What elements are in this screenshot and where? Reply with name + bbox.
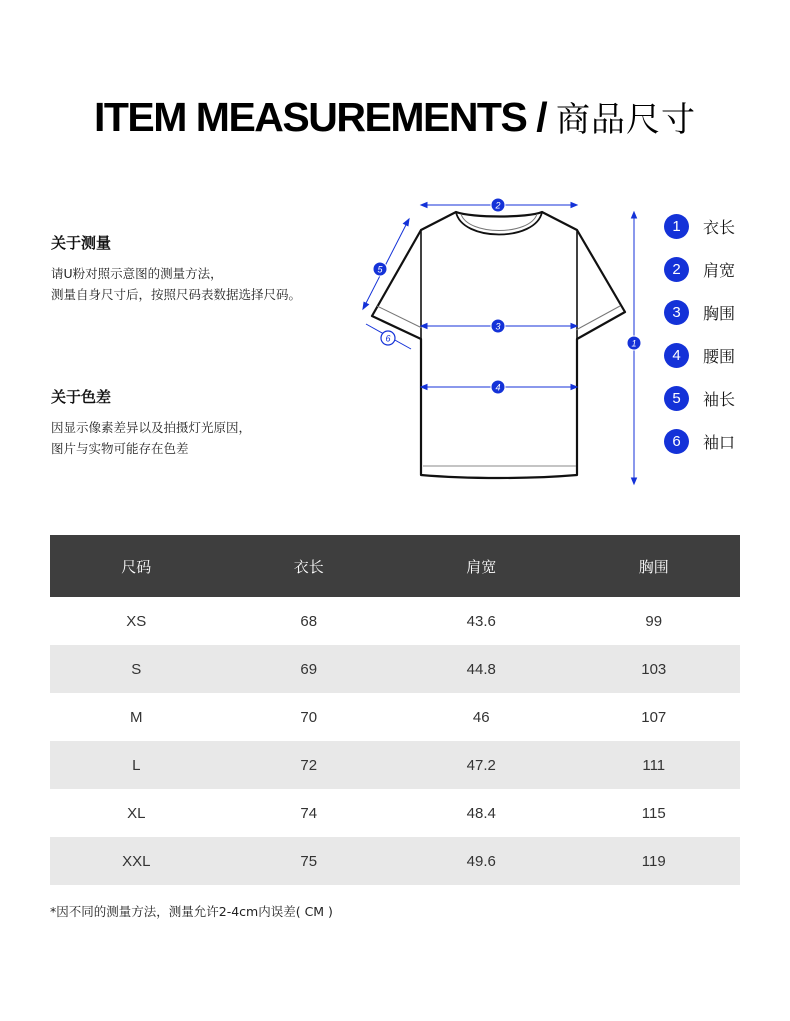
tshirt-outline — [372, 212, 625, 478]
table-cell: 46 — [472, 708, 490, 726]
column-header-length: 衣长 — [223, 535, 396, 597]
table-cell: 103 — [568, 645, 741, 693]
svg-text:5: 5 — [377, 264, 383, 275]
table-row — [50, 693, 740, 741]
column-header-chest: 胸围 — [568, 535, 741, 597]
table-cell: 74 — [300, 804, 318, 822]
size-chart-table — [50, 535, 740, 885]
table-row — [50, 837, 740, 885]
title-en: ITEM MEASUREMENTS / — [93, 94, 547, 140]
table-cell: 119 — [568, 837, 741, 885]
svg-text:1: 1 — [631, 338, 637, 349]
table-row — [50, 741, 740, 789]
table-cell: XL — [127, 804, 146, 822]
table-cell: 72 — [223, 741, 396, 789]
svg-text:2: 2 — [495, 200, 501, 211]
svg-text:3: 3 — [495, 321, 501, 332]
table-cell: 111 — [568, 741, 741, 789]
table-cell: M — [130, 708, 143, 726]
legend-label: 袖长 — [703, 390, 736, 409]
color-info-heading: 关于色差 — [51, 388, 112, 406]
table-cell: 69 — [223, 645, 396, 693]
marker-2 — [491, 198, 505, 212]
legend-item — [664, 205, 735, 248]
marker-5 — [373, 262, 387, 276]
legend-label: 衣长 — [703, 218, 736, 237]
title-cn: 商品尺寸 — [556, 100, 697, 140]
table-cell: 70 — [300, 708, 318, 726]
tshirt-diagram — [356, 190, 656, 490]
marker-3 — [491, 319, 505, 333]
legend-label: 袖口 — [703, 433, 736, 452]
legend-item — [664, 420, 735, 463]
legend-number-badge: 1 — [664, 214, 689, 239]
column-header-shoulder: 肩宽 — [395, 535, 568, 597]
marker-4 — [491, 380, 505, 394]
legend-label: 腰围 — [703, 347, 736, 366]
svg-text:4: 4 — [495, 382, 501, 393]
legend-number-badge: 3 — [664, 300, 689, 325]
page-title — [0, 92, 790, 141]
measurement-footnote: *因不同的测量方法，测量允许2-4cm内误差( CM ) — [50, 904, 333, 919]
measurement-legend — [664, 205, 735, 463]
table-row — [50, 597, 740, 645]
legend-number-badge: 5 — [664, 386, 689, 411]
measure-info-line: 请U粉对照示意图的测量方法， — [51, 266, 223, 281]
marker-1 — [627, 336, 641, 350]
legend-number-badge: 6 — [664, 429, 689, 454]
table-row — [50, 789, 740, 837]
legend-item — [664, 291, 735, 334]
table-cell: 68 — [300, 612, 318, 630]
table-cell: 107 — [641, 708, 667, 726]
legend-label: 胸围 — [703, 304, 736, 323]
legend-label: 肩宽 — [703, 261, 736, 280]
legend-item — [664, 334, 735, 377]
color-info-line: 因显示像素差异以及拍摄灯光原因， — [51, 420, 252, 435]
table-header-row — [50, 535, 740, 597]
legend-number-badge: 4 — [664, 343, 689, 368]
table-cell: 75 — [223, 837, 396, 885]
measure-info-line: 测量自身尺寸后，按照尺码表数据选择尺码。 — [51, 287, 302, 302]
column-header-size: 尺码 — [50, 535, 223, 597]
measure-info — [51, 232, 301, 305]
measure-info-heading: 关于测量 — [51, 234, 112, 252]
table-cell: 115 — [641, 804, 666, 822]
table-cell: XXL — [50, 837, 223, 885]
legend-item — [664, 377, 735, 420]
table-cell: 48.4 — [466, 804, 496, 822]
table-cell: 49.6 — [395, 837, 568, 885]
table-cell: 99 — [645, 612, 663, 630]
table-cell: 43.6 — [466, 612, 496, 630]
color-info-line: 图片与实物可能存在色差 — [51, 441, 189, 456]
legend-item — [664, 248, 735, 291]
svg-text:6: 6 — [385, 333, 391, 344]
table-cell: 44.8 — [395, 645, 568, 693]
legend-number-badge: 2 — [664, 257, 689, 282]
table-cell: L — [50, 741, 223, 789]
table-cell: S — [50, 645, 223, 693]
table-cell: 47.2 — [395, 741, 568, 789]
table-cell: XS — [126, 612, 147, 630]
table-row — [50, 645, 740, 693]
marker-6 — [381, 331, 395, 345]
color-info — [51, 386, 251, 459]
